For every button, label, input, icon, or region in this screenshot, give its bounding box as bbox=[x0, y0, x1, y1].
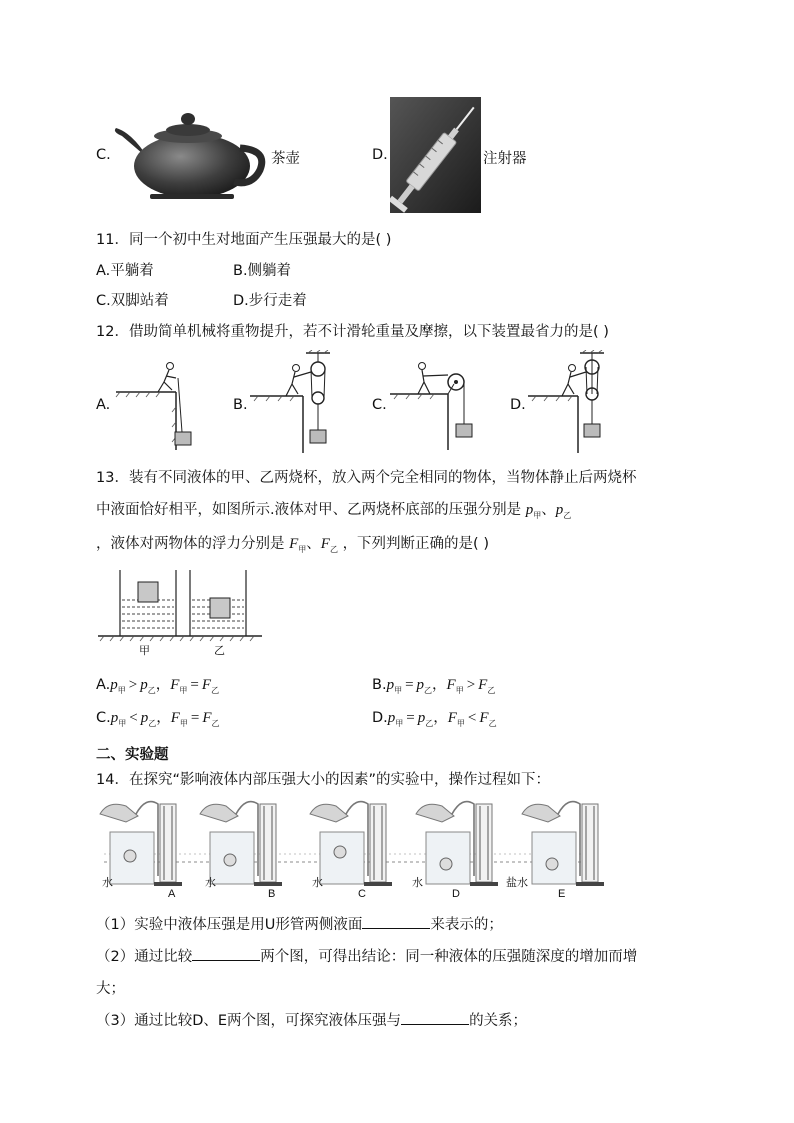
q11-option-d: D.步行走着 bbox=[233, 293, 307, 309]
q13-option-d: $D.p_甲 = p_乙$，$F_甲 < F_乙$ bbox=[372, 710, 497, 728]
q12-label-d: D. bbox=[510, 397, 526, 413]
water-label-b: 水 bbox=[205, 876, 216, 889]
p-jia-symbol: $p_甲$ bbox=[525, 502, 542, 520]
q14-stem: 14．在探究“影响液体内部压强大小的因素”的实验中，操作过程如下： bbox=[96, 772, 550, 788]
salt-water-label: 盐水 bbox=[506, 876, 528, 889]
q14-sub-2-cont: 大； bbox=[96, 981, 125, 997]
q12-stem: 12．借助简单机械将重物提升，若不计滑轮重量及摩擦，以下装置最省力的是( ) bbox=[96, 324, 609, 340]
option-d-label: D. bbox=[372, 147, 388, 163]
q12-diagram-b bbox=[248, 350, 338, 455]
answer-blank-1[interactable] bbox=[362, 914, 430, 929]
q13-option-a: $A.p_甲 > p_乙$，$F_甲 = F_乙$ bbox=[96, 677, 220, 695]
answer-blank-3[interactable] bbox=[401, 1010, 469, 1025]
q13-line-3-pre: ，液体对两物体的浮力分别是 bbox=[96, 536, 285, 552]
beaker-label-jia: 甲 bbox=[139, 644, 150, 657]
q12-label-c: C. bbox=[372, 397, 387, 413]
q13-option-b: $B.p_甲 = p_乙$，$F_甲 > F_乙$ bbox=[372, 677, 496, 695]
q12-diagram-d bbox=[526, 350, 616, 455]
q13-option-c: $C.p_甲 < p_乙$，$F_甲 = F_乙$ bbox=[96, 710, 220, 728]
fig-label-e: E bbox=[558, 888, 566, 900]
answer-blank-2[interactable] bbox=[192, 946, 260, 961]
q12-diagram-a bbox=[112, 352, 202, 452]
option-c-name: 茶壶 bbox=[271, 151, 300, 167]
separator: 、 bbox=[306, 536, 321, 552]
syringe-image bbox=[390, 97, 481, 213]
teapot-image bbox=[110, 108, 270, 200]
experiment-d bbox=[416, 802, 498, 886]
option-d-name: 注射器 bbox=[483, 151, 527, 167]
p-yi-symbol: $p_乙$ bbox=[555, 502, 572, 520]
q13-line-3 bbox=[96, 532, 489, 555]
q11-option-a: A.平躺着 bbox=[96, 263, 154, 279]
q14-sub-1: （1）实验中液体压强是用U形管两侧液面 来表示的； bbox=[96, 913, 503, 934]
water-label-c: 水 bbox=[312, 876, 323, 889]
fig-label-b: B bbox=[268, 888, 276, 900]
q13-line-1: 13．装有不同液体的甲、乙两烧杯，放入两个完全相同的物体，当物体静止后两烧杯 bbox=[96, 470, 637, 486]
beakers-diagram bbox=[98, 568, 268, 658]
f-yi-symbol: $F_乙$ bbox=[320, 536, 338, 554]
q11-stem: 11．同一个初中生对地面产生压强最大的是( ) bbox=[96, 232, 392, 248]
beaker-label-yi: 乙 bbox=[214, 644, 225, 657]
q13-line-2 bbox=[96, 498, 571, 521]
experiment-e bbox=[522, 802, 604, 886]
separator: 、 bbox=[541, 502, 556, 518]
q12-label-a: A. bbox=[96, 397, 111, 413]
fig-label-c: C bbox=[358, 888, 366, 900]
q14-sub-2: （2）通过比较 两个图，可得出结论：同一种液体的压强随深度的增加而增 bbox=[96, 945, 637, 966]
q12-diagram-c bbox=[388, 352, 478, 452]
q12-label-b: B. bbox=[233, 397, 248, 413]
q13-line-3-post: ，下列判断正确的是( ) bbox=[342, 536, 489, 552]
water-label-a: 水 bbox=[102, 876, 113, 889]
q11-option-b: B.侧躺着 bbox=[233, 263, 292, 279]
option-c-label: C. bbox=[96, 147, 111, 163]
q14-sub-3: （3）通过比较D、E两个图，可探究液体压强与 的关系； bbox=[96, 1009, 527, 1030]
fig-label-d: D bbox=[452, 888, 460, 900]
section-title: 二、实验题 bbox=[96, 747, 169, 763]
q13-line-2-text: 中液面恰好相平，如图所示.液体对甲、乙两烧杯底部的压强分别是 bbox=[96, 502, 522, 518]
fig-label-a: A bbox=[168, 888, 176, 900]
q11-option-c: C.双脚站着 bbox=[96, 293, 169, 309]
f-jia-symbol: $F_甲$ bbox=[289, 536, 307, 554]
water-label-d: 水 bbox=[412, 876, 423, 889]
